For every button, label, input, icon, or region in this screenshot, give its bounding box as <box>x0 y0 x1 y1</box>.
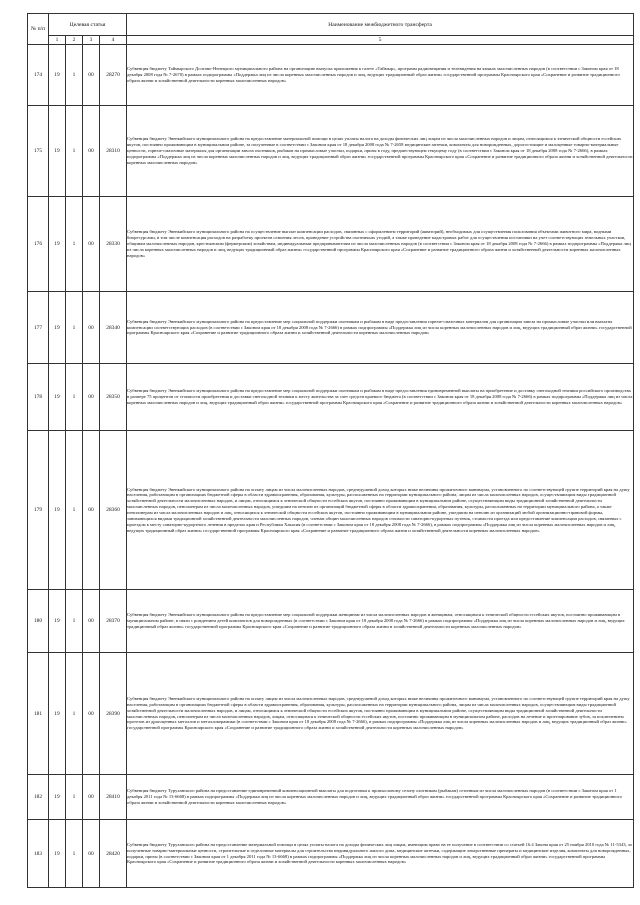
code-program: 19 <box>49 431 66 590</box>
transfer-description-text: Субвенция бюджету Туруханского района на предоставление материальной помощи в целях уплаты налога на доходы физических лиц лицам, имеющим право на ее получение в соответствии со статьей 16.4 Закона края от 25 ноября 2010 года № 11-5343, за полученные товарно-материальные ценности, строительные и отделочные материалы для строительства индивидуального жилого дома, медицинские аптечки, содержащие лекарственные препараты и медицинские изделия, комплекты для новорожденных, подарки, призы (в соответствии с Законом края от 1 декабря 2011 года № 13-6668) в рамках подпрограммы «Поддержка лиц из числа коренных малочисленных народов и лиц, ведущих традиционный образ жизни» государственной программы Красноярского края «Сохранение и развитие традиционного образа жизни и хозяйственной деятельности коренных малочисленных народов» <box>127 841 632 865</box>
transfer-description-text: Субвенция бюджету Эвенкийского муниципального района на предоставление мер социальной поддержки охотникам и рыбакам в виде предоставления единовременной выплаты на приобретение и доставку снегоходной техники российского производства в размере 75 процентов от стоимости приобретения и доставки снегоходной техники к месту жительства за счет средств краевого бюджета (в соответствии с Законом края от 18 декабря 2008 года № 7-2666) в рамках подпрограммы «Поддержка лиц из числа коренных малочисленных народов и лиц, ведущих традиционный образ жизни» государственной программы Красноярского края «Сохранение и развитие традиционного образа жизни и хозяйственной деятельности коренных малочисленных народов» <box>127 388 633 405</box>
code-program: 19 <box>49 106 66 197</box>
code-direction: 28340 <box>100 292 127 364</box>
transfer-description-text: Субвенция бюджету Эвенкийского муниципального района на оплату лицам из числа малочисленных народов, среднедушевой доход которых ниже величины прожиточного минимума, установленного по соответствующей группе территорий края на душу населения, работающим в организациях бюджетной сферы в области здравоохранения, образования, культуры, расположенных на территории муниципального района, лицам из числа малочисленных народов, осуществляющим виды традиционной хозяйственной деятельности малочисленных народов, и лицам, относящимся к этнической общности ессейских якутов, постоянно проживающим в муниципальном районе, осуществляющим виды традиционной хозяйственной деятельности малочисленных народов, пенсионерам из числа малочисленных народов, лицам, относящимся к этнической общности ессейских якутов, постоянно проживающим в муниципальном районе, расходов на лечение и протезирование зубов, за исключением протезов из драгоценных металлов и металлокерамики (в соответствии с Законом края от 18 декабря 2008 года № 7-2666), в рамках подпрограммы «Поддержка лиц из числа коренных малочисленных народов и лиц, ведущих традиционный образ жизни» государственной программы Красноярского края «Сохранение и развитие традиционного образа жизни и хозяйственной деятельности коренных малочисленных народов» <box>127 695 630 731</box>
code-subprogram: 1 <box>66 590 83 653</box>
code-event: 00 <box>83 197 100 292</box>
transfer-description <box>127 292 634 364</box>
code-direction: 28270 <box>100 45 127 106</box>
transfer-description <box>127 653 634 775</box>
transfer-description-text: Субвенция бюджету Эвенкийского муниципального района на оплату лицам из числа малочисленных народов, среднедушевой доход которых ниже величины прожиточного минимума, установленного по соответствующей группе территорий края на душу населения, работающим в организациях бюджетной сферы в области здравоохранения, образования, культуры, расположенных на территории муниципального района, лицам из числа малочисленных народов, осуществляющим виды традиционной хозяйственной деятельности малочисленных народов, и лицам, относящимся к этнической общности ессейских якутов, постоянно проживающим в муниципальном районе, осуществляющим виды традиционной хозяйственной деятельности малочисленных народов, пенсионерам из числа малочисленных народов, ушедшим на пенсию из организаций бюджетной сферы в области здравоохранения, образования, культуры, расположенных на территории муниципального района, а также пенсионерам из числа малочисленных народов и лиц, относящихся к этнической общности ессейских якутов, постоянно проживающим в муниципальном районе, ушедшим на пенсию из организаций любой организационно-правовой формы, занимающихся видами традиционной хозяйственной деятельности малочисленных народов, членам общин малочисленных народов стоимости санаторно-курортных путевок, стоимости проезда или предоставление компенсации расходов, связанных с проездом к месту санаторно-курортного лечения в пределах края и Республики Хакасия (в соответствии с Законом края от 18 декабря 2008 года № 7-2666), в рамках подпрограммы «Поддержка лиц из числа коренных малочисленных народов и лиц, ведущих традиционный образ жизни» государственной программы Красноярского края «Сохранение и развитие традиционного образа жизни и хозяйственной деятельности коренных малочисленных народов» <box>127 486 630 533</box>
code-subprogram: 1 <box>66 364 83 431</box>
row-number: 182 <box>28 775 49 820</box>
code-program: 19 <box>49 292 66 364</box>
code-subprogram: 1 <box>66 775 83 820</box>
header-transfer-name: Наименование межбюджетного трансферта <box>127 14 634 36</box>
code-direction: 28390 <box>100 653 127 775</box>
budget-table <box>27 13 634 888</box>
header-target-article: Целевая статья <box>49 14 127 36</box>
code-subprogram: 1 <box>66 431 83 590</box>
code-direction: 28360 <box>100 431 127 590</box>
transfer-description-text: Субвенция бюджету Эвенкийского муниципального района на осуществление выплат компенсации расходов, связанных с оформлением территорий (акваторий), необходимых для осуществления пользования объектами животного мира, водными биоресурсами, в том числе компенсация расходов на разработку проектов освоения лесов, проведение устройства охотничьих угодий, а также проведение кадастровых работ для осуществления постановки на учет соответствующих земельных участков, общинам малочисленных народов, крестьянским (фермерским) хозяйствам, индивидуальным предпринимателям из числа малочисленных народов (в соответствии с Законом края от 18 декабря 2008 года № 7-2666) в рамках подпрограммы «Поддержка лиц из числа коренных малочисленных народов и лиц, ведущих традиционный образ жизни» государственной программы Красноярского края «Сохранение и развитие традиционного образа жизни и хозяйственной деятельности коренных малочисленных народов» <box>127 229 631 258</box>
code-direction: 28330 <box>100 197 127 292</box>
code-program: 19 <box>49 820 66 888</box>
row-number: 178 <box>28 364 49 431</box>
code-event: 00 <box>83 431 100 590</box>
code-program: 19 <box>49 197 66 292</box>
row-number: 181 <box>28 653 49 775</box>
header-row <box>28 14 634 36</box>
code-event: 00 <box>83 364 100 431</box>
code-event: 00 <box>83 590 100 653</box>
code-event: 00 <box>83 653 100 775</box>
table-row <box>28 590 634 653</box>
code-program: 19 <box>49 364 66 431</box>
code-direction: 28310 <box>100 106 127 197</box>
transfer-description <box>127 775 634 820</box>
header-sub-5: 5 <box>127 36 634 45</box>
code-event: 00 <box>83 775 100 820</box>
code-program: 19 <box>49 590 66 653</box>
transfer-description <box>127 106 634 197</box>
code-event: 00 <box>83 106 100 197</box>
row-number: 176 <box>28 197 49 292</box>
code-program: 19 <box>49 45 66 106</box>
transfer-description-text: Субвенция бюджету Эвенкийского муниципального района на предоставление мер социальной поддержки охотникам и рыбакам в виде предоставления горюче-смазочных материалов для организации завоза на промысловые участки или выплаты компенсации соответствующих расходов (в соответствии с Законом края от 18 декабря 2008 года № 7-2666) в рамках подпрограммы «Поддержка лиц из числа коренных малочисленных народов и лиц, ведущих традиционный образ жизни» государственной программы Красноярского края «Сохранение и развитие традиционного образа жизни и хозяйственной деятельности коренных малочисленных народов» <box>127 318 632 336</box>
code-direction: 28410 <box>100 775 127 820</box>
code-subprogram: 1 <box>66 820 83 888</box>
transfer-description <box>127 364 634 431</box>
table-row <box>28 106 634 197</box>
row-number: 183 <box>28 820 49 888</box>
table-row <box>28 775 634 820</box>
header-sub-4: 4 <box>100 36 127 45</box>
code-program: 19 <box>49 775 66 820</box>
code-program: 19 <box>49 653 66 775</box>
row-number: 174 <box>28 45 49 106</box>
row-number: 177 <box>28 292 49 364</box>
code-direction: 28370 <box>100 590 127 653</box>
transfer-description <box>127 45 634 106</box>
row-number: 175 <box>28 106 49 197</box>
table-row <box>28 292 634 364</box>
transfer-description <box>127 197 634 292</box>
transfer-description-text: Субвенция бюджету Эвенкийского муниципального района на предоставление материальной помощи в целях уплаты налога на доходы физических лиц лицам из числа малочисленных народов и лицам, относящимся к этнической общности ессейских якутов, постоянно проживающим в муниципальном районе, за полученные в соответствии с Законом края от 18 декабря 2008 года № 7-2658 медицинские аптечки, комплекты для новорожденных, дорогостоящие и малоценные товарно-материальные ценности, горюче-смазочные материалы для организации завоза охотников, рыбаков на промысловые участки, подарки, призы в году, предшествующем текущему году (в соответствии с Законом края от 18 декабря 2008 года № 7-2666), в рамках подпрограммы «Поддержка лиц из числа коренных малочисленных народов и лиц, ведущих традиционный образ жизни» государственной программы Красноярского края «Сохранение и развитие традиционного образа жизни и хозяйственной деятельности коренных малочисленных народов» <box>127 136 633 165</box>
code-subprogram: 1 <box>66 197 83 292</box>
code-event: 00 <box>83 292 100 364</box>
table-row <box>28 431 634 590</box>
code-subprogram: 1 <box>66 106 83 197</box>
row-number: 180 <box>28 590 49 653</box>
header-sub-3: 3 <box>83 36 100 45</box>
code-subprogram: 1 <box>66 292 83 364</box>
table-row <box>28 197 634 292</box>
transfer-description <box>127 431 634 590</box>
code-event: 00 <box>83 45 100 106</box>
row-number: 179 <box>28 431 49 590</box>
transfer-description <box>127 590 634 653</box>
code-subprogram: 1 <box>66 653 83 775</box>
transfer-description-text: Субвенция бюджету Таймырского Долгано-Ненецкого муниципального района на организацию выпуска приложения к газете «Таймыр», программ радиовещания и телевидения на языках малочисленных народов (в соответствии с Законом края от 18 декабря 2008 года № 7-2670) в рамках подпрограммы «Поддержка лиц из числа коренных малочисленных народов и лиц, ведущих традиционный образ жизни» государственной программы Красноярского края «Сохранение и развитие традиционного образа жизни и хозяйственной деятельности коренных малочисленных народов» <box>127 66 620 83</box>
table-row <box>28 364 634 431</box>
table-row <box>28 45 634 106</box>
code-subprogram: 1 <box>66 45 83 106</box>
transfer-description-text: Субвенция бюджету Эвенкийского муниципального района на предоставление мер социальной поддержки женщинам из числа малочисленных народов и женщинам, относящимся к этнической общности ессейских якутов, постоянно проживающим в муниципальном районе, в связи с рождением детей комплектов для новорожденных (в соответствии с Законом края от 18 декабря 2008 года № 7-2666) в рамках подпрограммы «Поддержка лиц из числа коренных малочисленных народов и лиц, ведущих традиционный образ жизни» государственной программы Красноярского края «Сохранение и развитие традиционного образа жизни и хозяйственной деятельности коренных малочисленных народов» <box>127 612 625 629</box>
code-direction: 28420 <box>100 820 127 888</box>
header-sub-2: 2 <box>66 36 83 45</box>
table-row <box>28 653 634 775</box>
code-direction: 28350 <box>100 364 127 431</box>
header-sub-1: 1 <box>49 36 66 45</box>
table-row <box>28 820 634 888</box>
transfer-description <box>127 820 634 888</box>
header-no: № п/п <box>28 14 49 45</box>
transfer-description-text: Субвенция бюджету Туруханского района на предоставление единовременной компенсационной выплаты для подготовки к промысловому сезону охотникам (рыбакам) сезонным из числа малочисленных народов (в соответствии с Законом края от 1 декабря 2011 года № 13-6668) в рамках подпрограммы «Поддержка лиц из числа коренных малочисленных народов и лиц, ведущих традиционный образ жизни» государственной программы Красноярского края «Сохранение и развитие традиционного образа жизни и хозяйственной деятельности коренных малочисленных народов» <box>127 788 622 805</box>
code-event: 00 <box>83 820 100 888</box>
header-subrow <box>28 36 634 45</box>
